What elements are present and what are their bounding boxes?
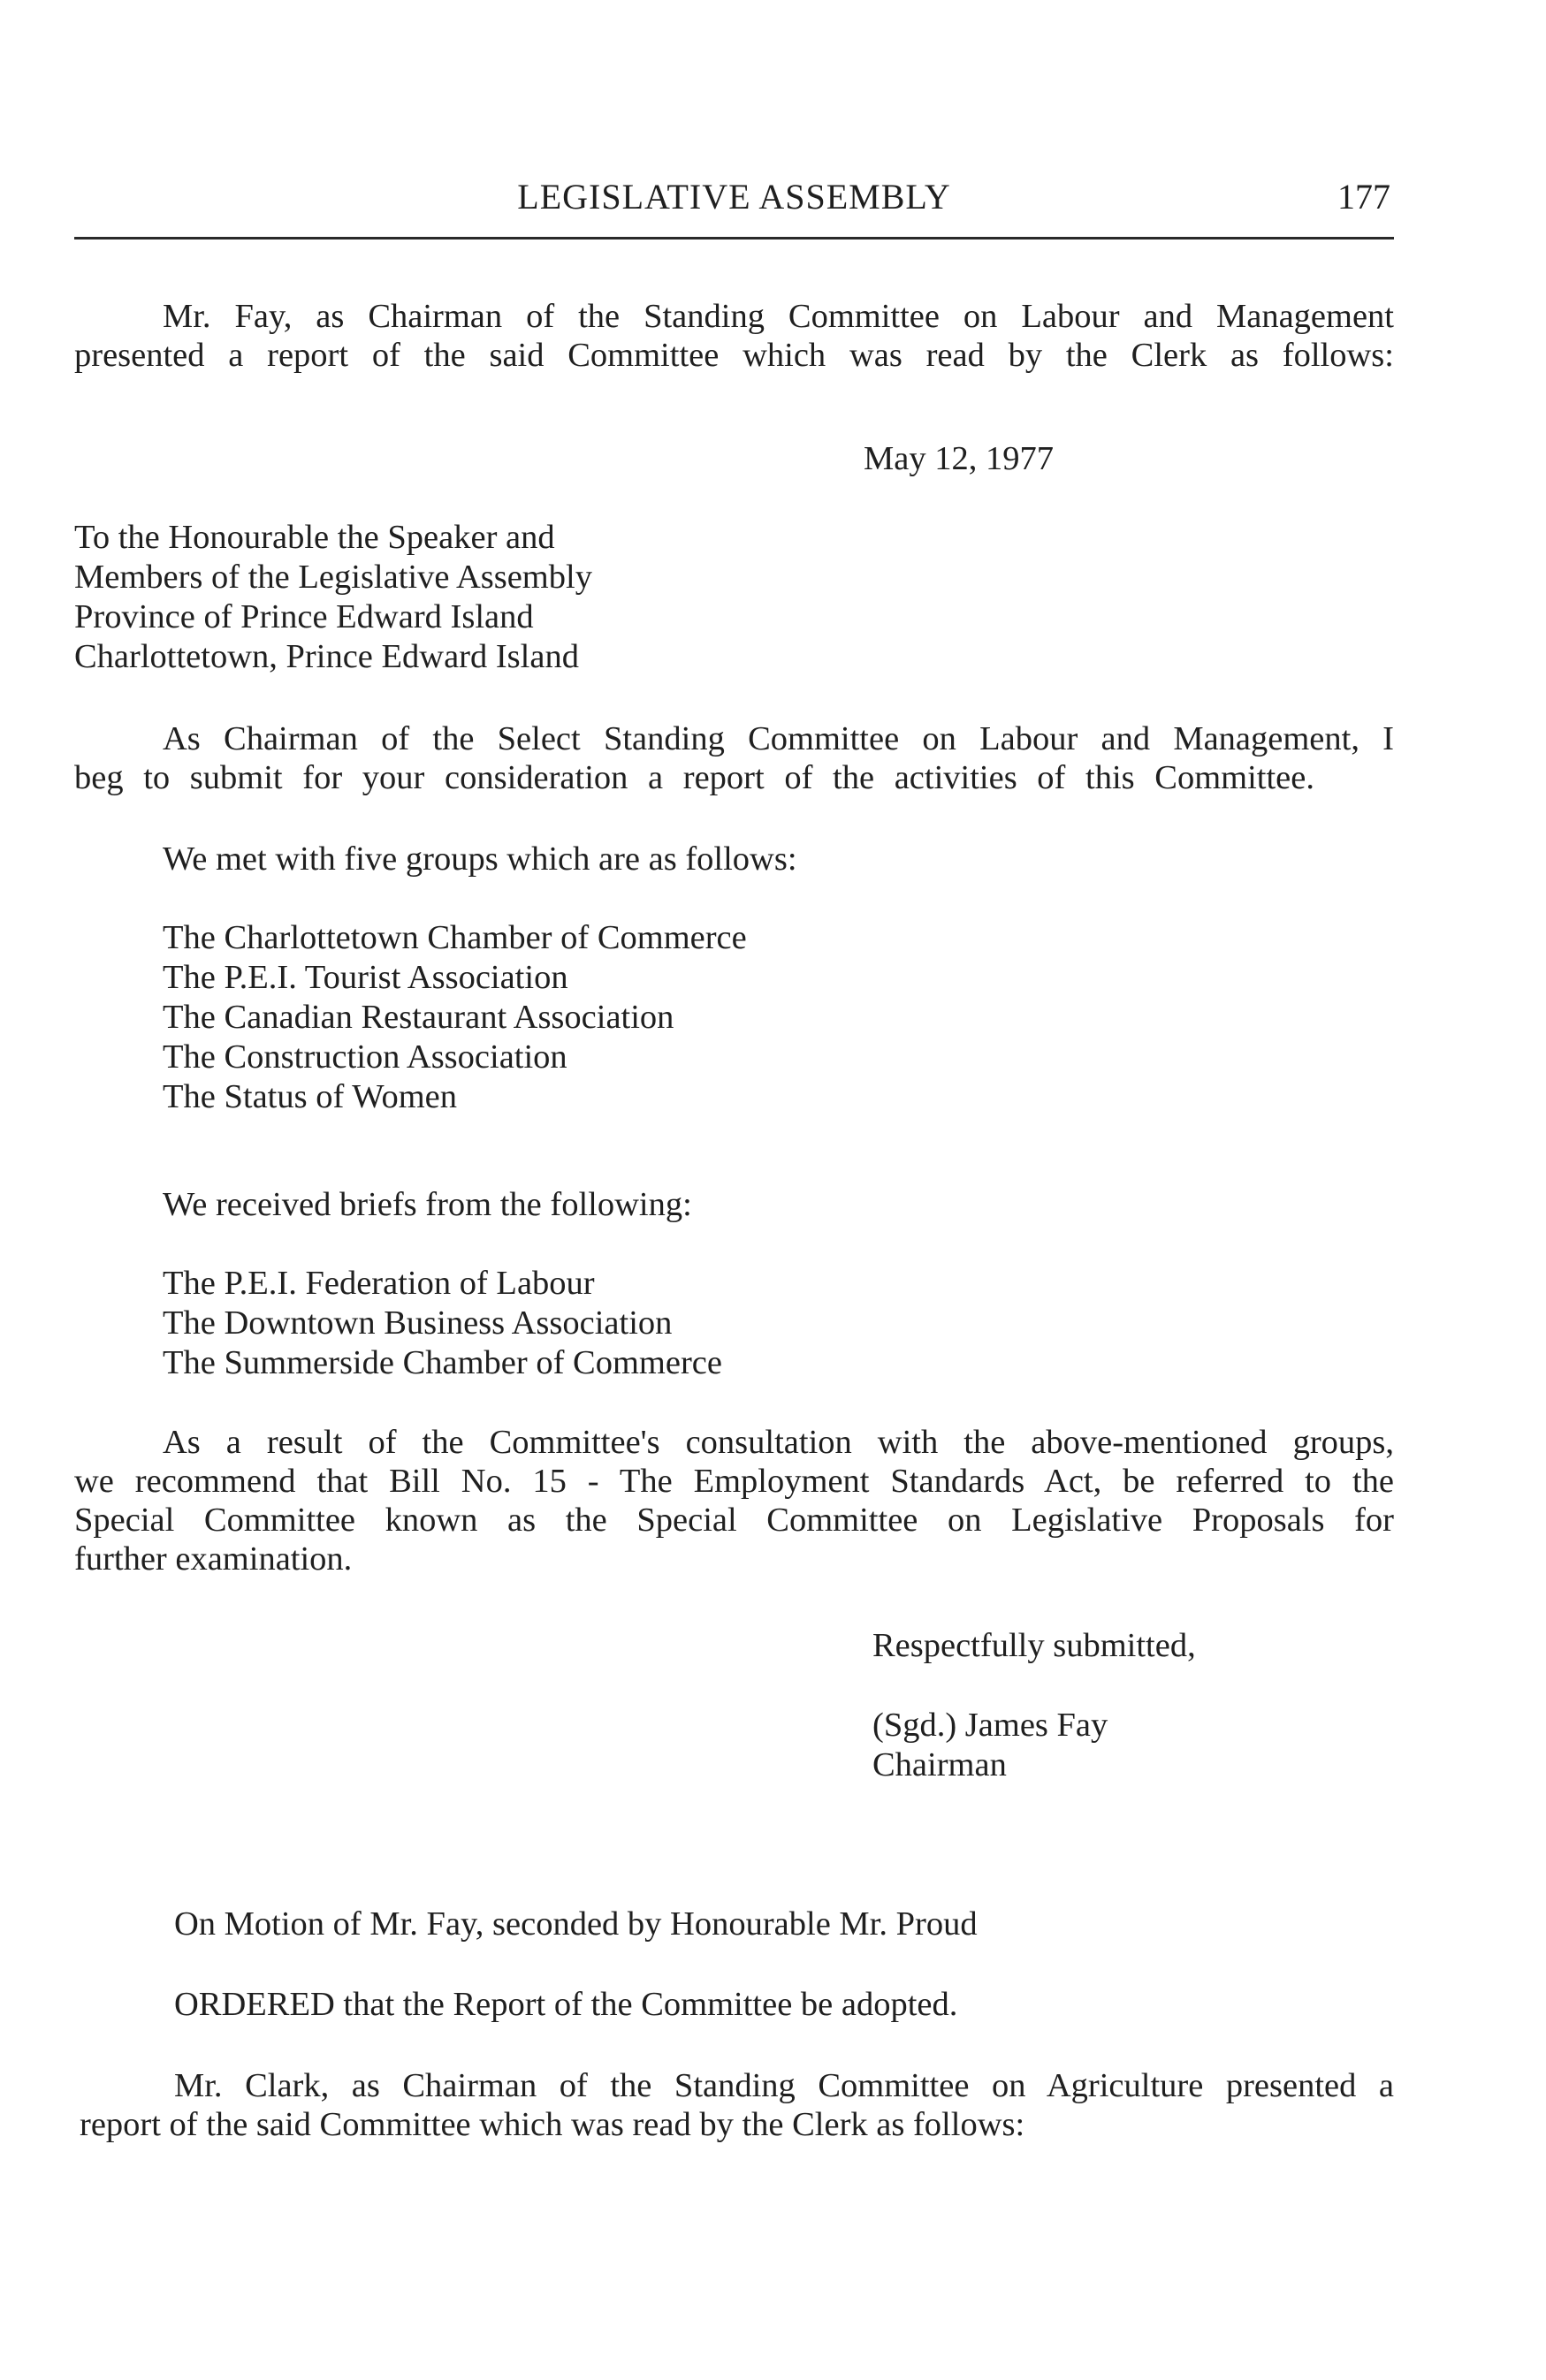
header-rule: [74, 237, 1394, 240]
list-item: The Charlottetown Chamber of Commerce: [163, 919, 747, 956]
signature-title: Chairman: [872, 1746, 1007, 1783]
result-line: As a result of the Committee's consultation with the above-mentioned groups,: [163, 1424, 1394, 1461]
address-line: Charlottetown, Prince Edward Island: [74, 638, 579, 675]
ordered-text: ORDERED that the Report of the Committee be adopted.: [174, 1986, 958, 2023]
result-paragraph: [74, 1423, 1394, 1578]
address-block: [74, 518, 592, 677]
letter-date: May 12, 1977: [864, 440, 1054, 477]
header-title: LEGISLATIVE ASSEMBLY: [517, 177, 951, 217]
list-item: The P.E.I. Tourist Association: [163, 959, 568, 996]
next-report-paragraph: [74, 2066, 1394, 2144]
page-header: [74, 172, 1394, 225]
met-intro: We met with five groups which are as follows:: [163, 840, 797, 878]
closing: Respectfully submitted,: [872, 1627, 1196, 1664]
list-item: The Canadian Restaurant Association: [163, 999, 674, 1036]
next-report-line: report of the said Committee which was read by the Clerk as follows:: [80, 2106, 1025, 2143]
page-number: 177: [1337, 177, 1390, 217]
met-groups-list: [163, 918, 747, 1117]
intro-paragraph: [74, 297, 1394, 375]
result-line: further examination.: [74, 1540, 353, 1578]
opening-paragraph: [74, 719, 1394, 797]
address-line: Province of Prince Edward Island: [74, 598, 534, 635]
result-line: we recommend that Bill No. 15 - The Employment Standards Act, be referred to the: [74, 1463, 1394, 1500]
list-item: The Summerside Chamber of Commerce: [163, 1344, 722, 1381]
briefs-groups-list: [163, 1264, 722, 1383]
motion-text: On Motion of Mr. Fay, seconded by Honourable Mr. Proud: [174, 1905, 978, 1943]
list-item: The Downtown Business Association: [163, 1304, 673, 1342]
briefs-intro: We received briefs from the following:: [163, 1186, 692, 1223]
result-line: Special Committee known as the Special Committee on Legislative Proposals for: [74, 1502, 1394, 1539]
address-line: Members of the Legislative Assembly: [74, 559, 592, 596]
opening-line: As Chairman of the Select Standing Committee on Labour and Management, I: [163, 720, 1394, 757]
list-item: The P.E.I. Federation of Labour: [163, 1265, 595, 1302]
next-report-line: Mr. Clark, as Chairman of the Standing Committee on Agriculture presented a: [174, 2067, 1394, 2104]
intro-line: presented a report of the said Committee which was read by the Clerk as follows:: [74, 337, 1394, 374]
address-line: To the Honourable the Speaker and: [74, 519, 555, 556]
list-item: The Construction Association: [163, 1038, 567, 1076]
opening-line: beg to submit for your consideration a report of the activities of this Committee.: [74, 759, 1314, 796]
signature: (Sgd.) James Fay: [872, 1707, 1108, 1744]
list-item: The Status of Women: [163, 1078, 458, 1115]
intro-line: Mr. Fay, as Chairman of the Standing Committee on Labour and Management: [163, 298, 1394, 335]
